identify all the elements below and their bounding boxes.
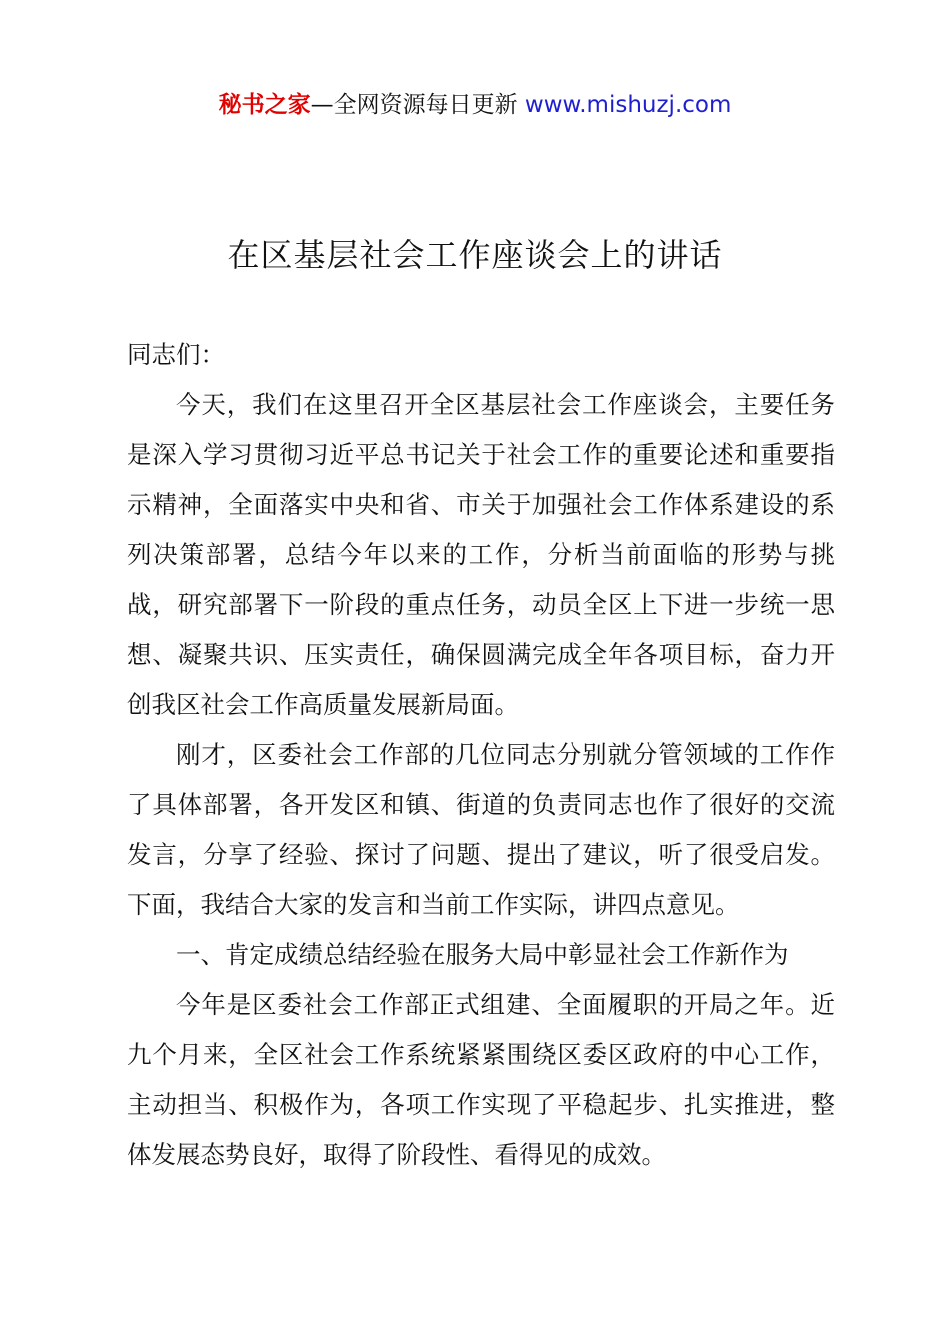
salutation: 同志们： <box>127 340 225 369</box>
header-banner <box>0 88 950 122</box>
paragraph-section-1: 今年是区委社会工作部正式组建、全面履职的开局之年。近九个月来，全区社会工作系统紧紧围绕区委区政府的中心工作，主动担当、积极作为，各项工作实现了平稳起步、扎实推进，整体发展态势良好，取得了阶段性、看得见的成效。 <box>127 990 835 1169</box>
document-body <box>127 330 835 1180</box>
site-url-link[interactable]: www.mishuzj.com <box>524 92 732 118</box>
brand-name: 秘书之家 <box>218 92 311 118</box>
paragraph-context: 刚才，区委社会工作部的几位同志分别就分管领域的工作作了具体部署，各开发区和镇、街道的负责同志也作了很好的交流发言，分享了经验、探讨了问题、提出了建议，听了很受启发。下面，我结合大家的发言和当前工作实际，讲四点意见。 <box>127 740 835 919</box>
header-tagline: —全网资源每日更新 <box>310 92 518 118</box>
paragraph-intro: 今天，我们在这里召开全区基层社会工作座谈会，主要任务是深入学习贯彻习近平总书记关于社会工作的重要论述和重要指示精神，全面落实中央和省、市关于加强社会工作体系建设的系列决策部署，总结今年以来的工作，分析当前面临的形势与挑战，研究部署下一阶段的重点任务，动员全区上下进一步统一思想、凝聚共识、压实责任，确保圆满完成全年各项目标，奋力开创我区社会工作高质量发展新局面。 <box>127 390 835 719</box>
section-heading-1: 一、肯定成绩总结经验在服务大局中彰显社会工作新作为 <box>176 940 789 969</box>
document-title: 在区基层社会工作座谈会上的讲话 <box>227 236 723 274</box>
